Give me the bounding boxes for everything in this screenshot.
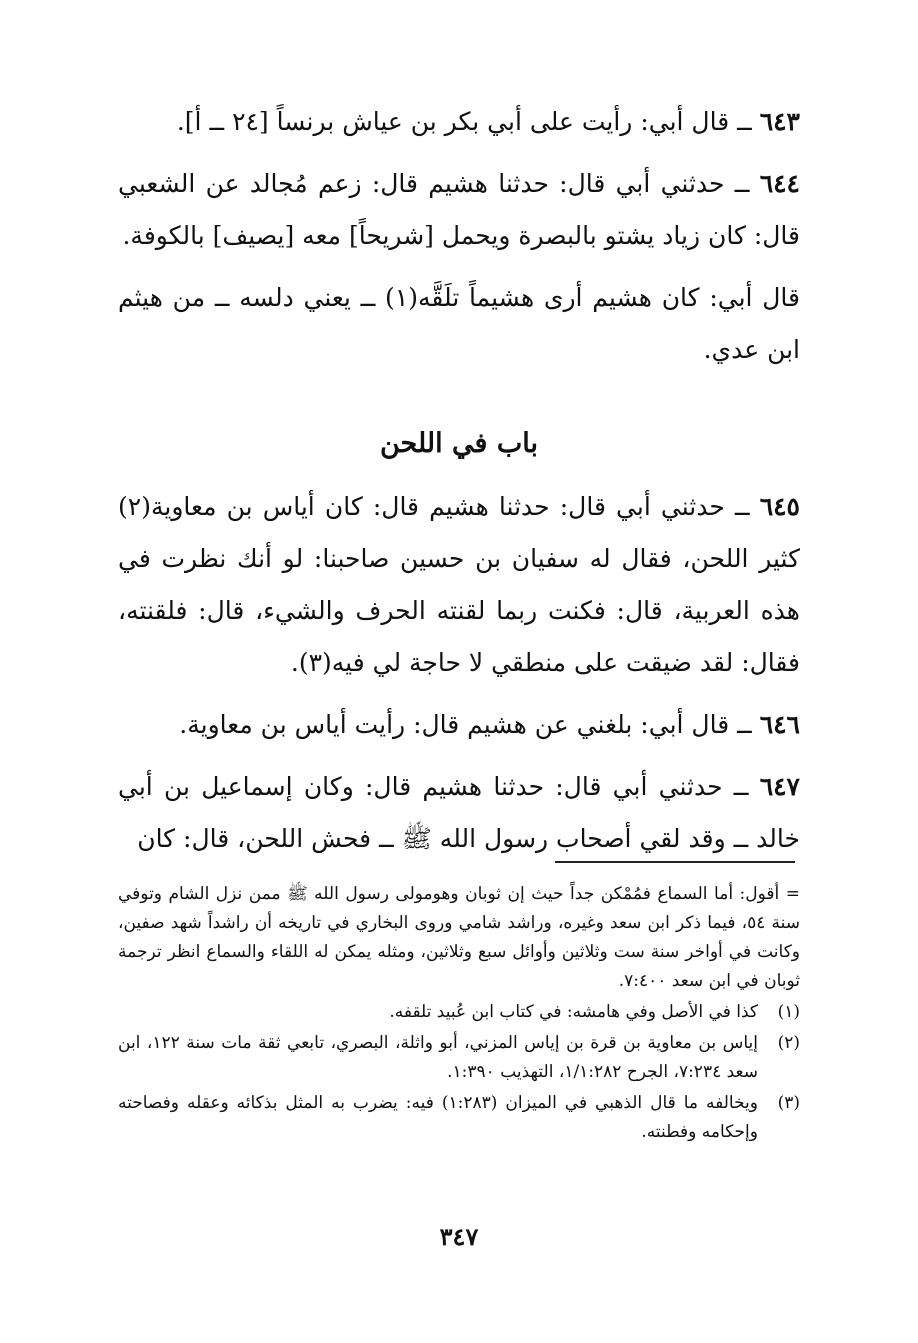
entry-number: ٦٤٦ (759, 710, 800, 739)
page-number: ٣٤٧ (439, 1222, 479, 1251)
paragraph-645 (118, 481, 800, 689)
chapter-heading: باب في اللحن (379, 428, 539, 459)
entry-number: ٦٤٧ (759, 772, 800, 801)
footnote-mark: (٣) (777, 1093, 800, 1113)
footnote-mark: (٢) (777, 1033, 800, 1053)
entry-number: ٦٤٣ (759, 107, 800, 136)
paragraph-643 (118, 96, 800, 148)
entry-text: ــ قال أبي: بلغني عن هشيم قال: رأيت أياس بن معاوية. (179, 710, 760, 739)
footnote-2 (118, 1029, 800, 1087)
footnote-divider (555, 861, 795, 863)
footnote-3 (118, 1089, 800, 1147)
paragraph-644 (118, 158, 800, 262)
footnotes (118, 880, 800, 1149)
paragraph-644-remark (118, 272, 800, 376)
footnote-mark: (١) (777, 1002, 800, 1022)
footnote-1 (118, 998, 800, 1027)
footnote-text: كذا في الأصل وفي هامشه: في كتاب ابن عُبيد تلقفه. (389, 1002, 758, 1022)
entry-text: ــ حدثني أبي قال: حدثنا هشيم قال: كان أياس بن معاوية(٢) كثير اللحن، فقال له سفيان بن حسين صاحبنا: لو أنك نظرت في هذه العربية، قال: فكنت ربما لقنته الحرف والشيء، قال: فلقنته، فقال: لقد ضيقت على منطقي لا حاجة لي فيه(٣). (118, 492, 800, 677)
entry-text: ــ حدثني أبي قال: حدثنا هشيم قال: وكان إسماعيل بن أبي خالد ــ وقد لقي أصحاب رسول الله ﷺ ــ فحش اللحن، قال: كان (118, 772, 800, 853)
entry-text: قال أبي: كان هشيم أرى هشيماً تلَقَّه(١) ــ يعني دلسه ــ من هيثم ابن عدي. (118, 283, 800, 364)
footnote-continuation: = أقول: أما السماع فمُمْكن جداً حيث إن ثوبان وهومولى رسول الله ﷺ ممن نزل الشام وتوفي سنة ٥٤، فيما ذكر ابن سعد وغيره، وراشد شامي وروى البخاري في تاريخه أن راشداً شهد صفين، وكانت في أواخر سنة ست وثلاثين وأوائل سبع وثلاثين، ومثله يمكن له اللقاء والسماع انظر ترجمة ثوبان في ابن سعد ٧:٤٠٠. (118, 884, 800, 991)
entry-text: ــ قال أبي: رأيت على أبي بكر بن عياش برنساً [٢٤ ــ أ]. (176, 107, 760, 136)
entry-number: ٦٤٥ (759, 492, 800, 521)
paragraph-647 (118, 761, 800, 865)
footnote-text: ويخالفه ما قال الذهبي في الميزان (١:٢٨٣) فيه: يضرب به المثل بذكائه وعقله وفصاحته وإحكامه وفطنته. (118, 1093, 758, 1142)
entry-number: ٦٤٤ (759, 169, 800, 198)
footnote-text: إياس بن معاوية بن قرة بن إياس المزني، أبو واثلة، البصري، تابعي ثقة مات سنة ١٢٢، ابن سعد ٧:٢٣٤، الجرح ١/١:٢٨٢، التهذيب ١:٣٩٠. (118, 1033, 758, 1082)
main-text (118, 96, 800, 875)
entry-text: ــ حدثني أبي قال: حدثنا هشيم قال: زعم مُجالد عن الشعبي قال: كان زياد يشتو بالبصرة ويحمل [شريحاً] معه [يصيف] بالكوفة. (118, 169, 800, 250)
paragraph-646 (118, 699, 800, 751)
